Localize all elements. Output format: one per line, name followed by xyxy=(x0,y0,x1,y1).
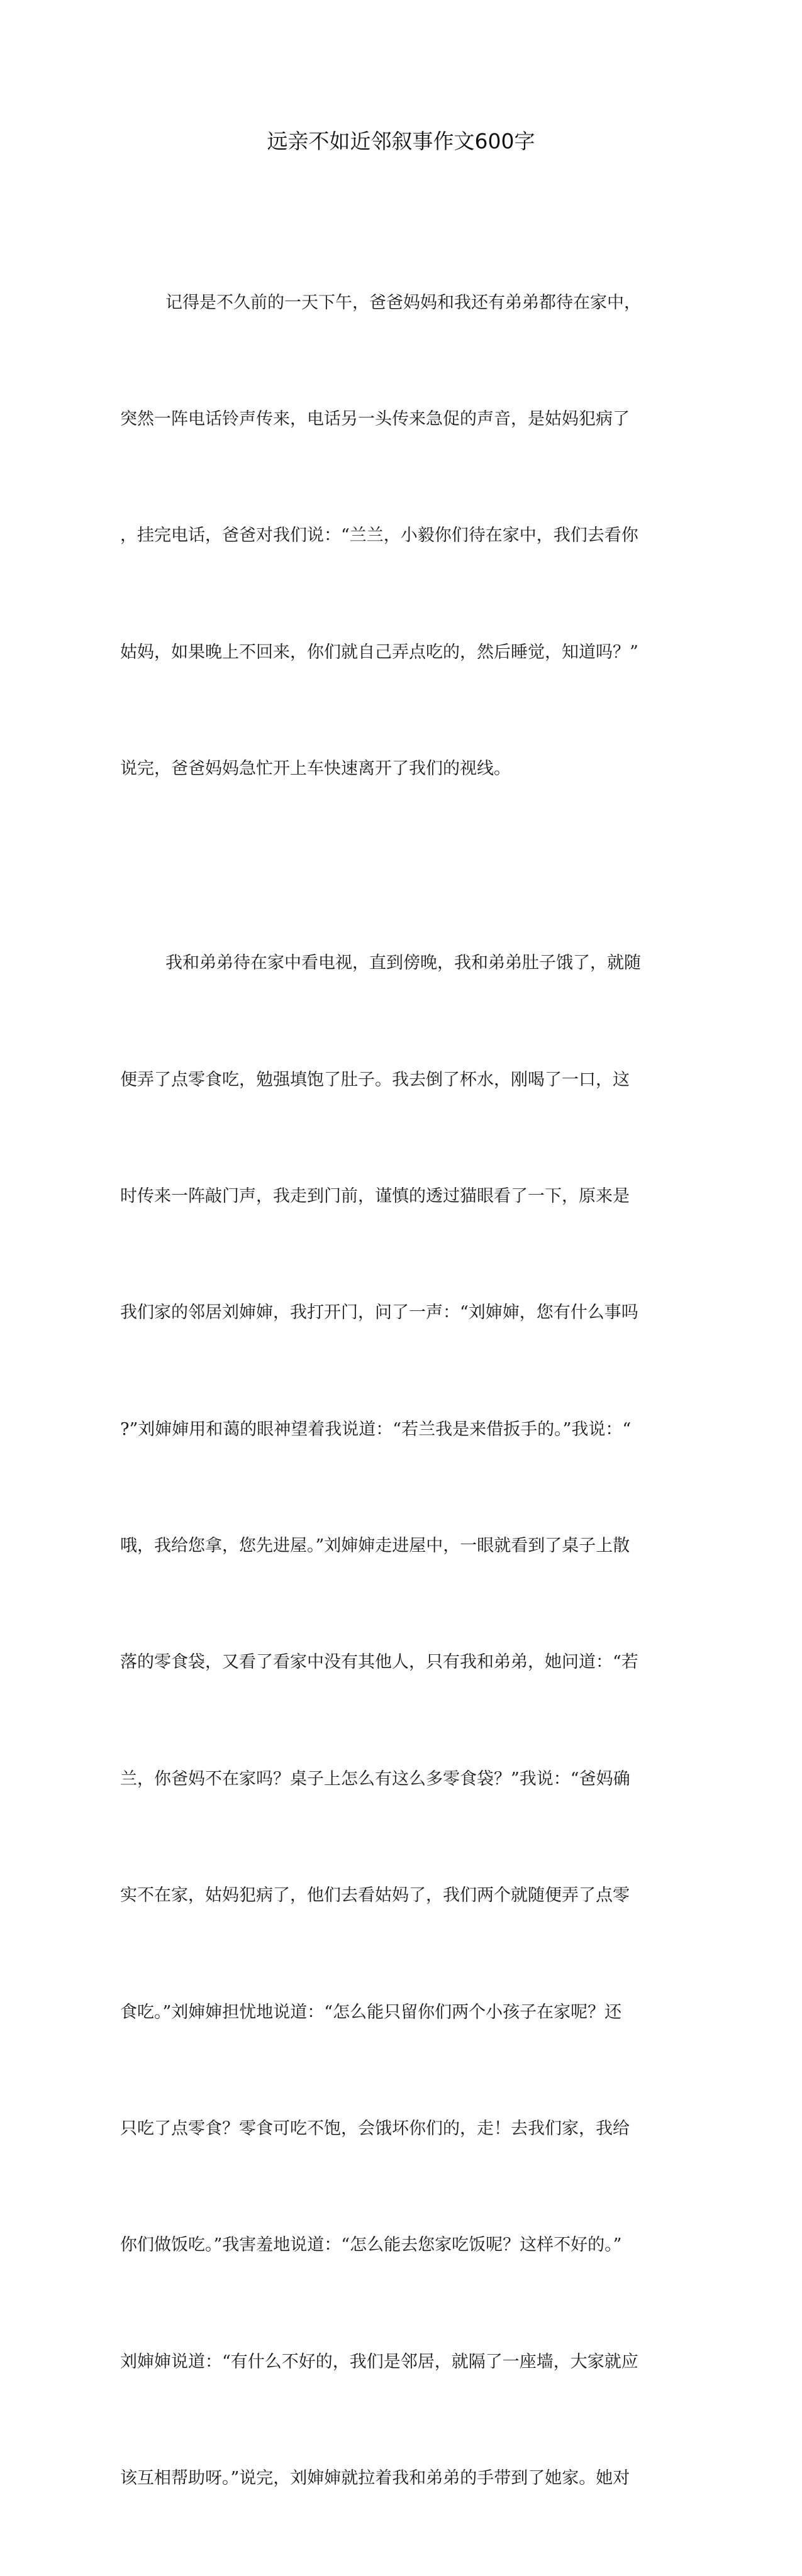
paragraph-line: 我们家的邻居刘婶婶，我打开门，问了一声：“刘婶婶，您有什么事吗 xyxy=(120,1303,638,1323)
paragraph-line: 食吃。”刘婶婶担忧地说道：“怎么能只留你们两个小孩子在家呢？还 xyxy=(120,2002,622,2022)
paragraph-line: 刘婶婶说道：“有什么不好的，我们是邻居，就隔了一座墙，大家就应 xyxy=(120,2352,638,2372)
paragraph-line: 只吃了点零食？零食可吃不饱，会饿坏你们的，走！去我们家，我给 xyxy=(120,2119,630,2139)
paragraph-line: 姑妈，如果晚上不回来，你们就自己弄点吃的，然后睡觉，知道吗？” xyxy=(120,642,638,662)
paragraph-line: 你们做饭吃。”我害羞地说道：“怎么能去您家吃饭呢？这样不好的。” xyxy=(120,2235,622,2255)
paragraph-line: 说完，爸爸妈妈急忙开上车快速离开了我们的视线。 xyxy=(120,759,511,779)
paragraph-line: 时传来一阵敲门声，我走到门前，谨慎的透过猫眼看了一下，原来是 xyxy=(120,1186,630,1206)
document-body xyxy=(120,206,680,2576)
document-title: 远亲不如近邻叙事作文600字 xyxy=(267,129,535,153)
paragraph-line: 该互相帮助呀。”说完，刘婶婶就拉着我和弟弟的手带到了她家。她对 xyxy=(120,2468,630,2489)
paragraph-line: 哦，我给您拿，您先进屋。”刘婶婶走进屋中，一眼就看到了桌子上散 xyxy=(120,1536,630,1556)
paragraph-line: 突然一阵电话铃声传来，电话另一头传来急促的声音，是姑妈犯病了 xyxy=(120,409,630,429)
paragraph-line: 实不在家，姑妈犯病了，他们去看姑妈了，我们两个就随便弄了点零 xyxy=(120,1886,630,1906)
paragraph-line: 落的零食袋，又看了看家中没有其他人，只有我和弟弟，她问道：“若 xyxy=(120,1652,638,1672)
paragraph-line: 便弄了点零食吃，勉强填饱了肚子。我去倒了杯水，刚喝了一口，这 xyxy=(120,1070,630,1090)
paragraph-line: 兰，你爸妈不在家吗？桌子上怎么有这么多零食袋？”我说：“爸妈确 xyxy=(120,1769,630,1789)
paragraph-line: ，挂完电话，爸爸对我们说：“兰兰，小毅你们待在家中，我们去看你 xyxy=(120,526,638,546)
paragraph-1 xyxy=(120,206,680,866)
paragraph-line: ?”刘婶婶用和蔼的眼神望着我说道：“若兰我是来借扳手的。”我说：“ xyxy=(120,1419,632,1439)
paragraph-line: 记得是不久前的一天下午，爸爸妈妈和我还有弟弟都待在家中， xyxy=(165,292,641,312)
paragraph-line: 我和弟弟待在家中看电视，直到傍晚，我和弟弟肚子饿了，就随 xyxy=(165,953,641,973)
paragraph-2 xyxy=(120,866,680,2576)
